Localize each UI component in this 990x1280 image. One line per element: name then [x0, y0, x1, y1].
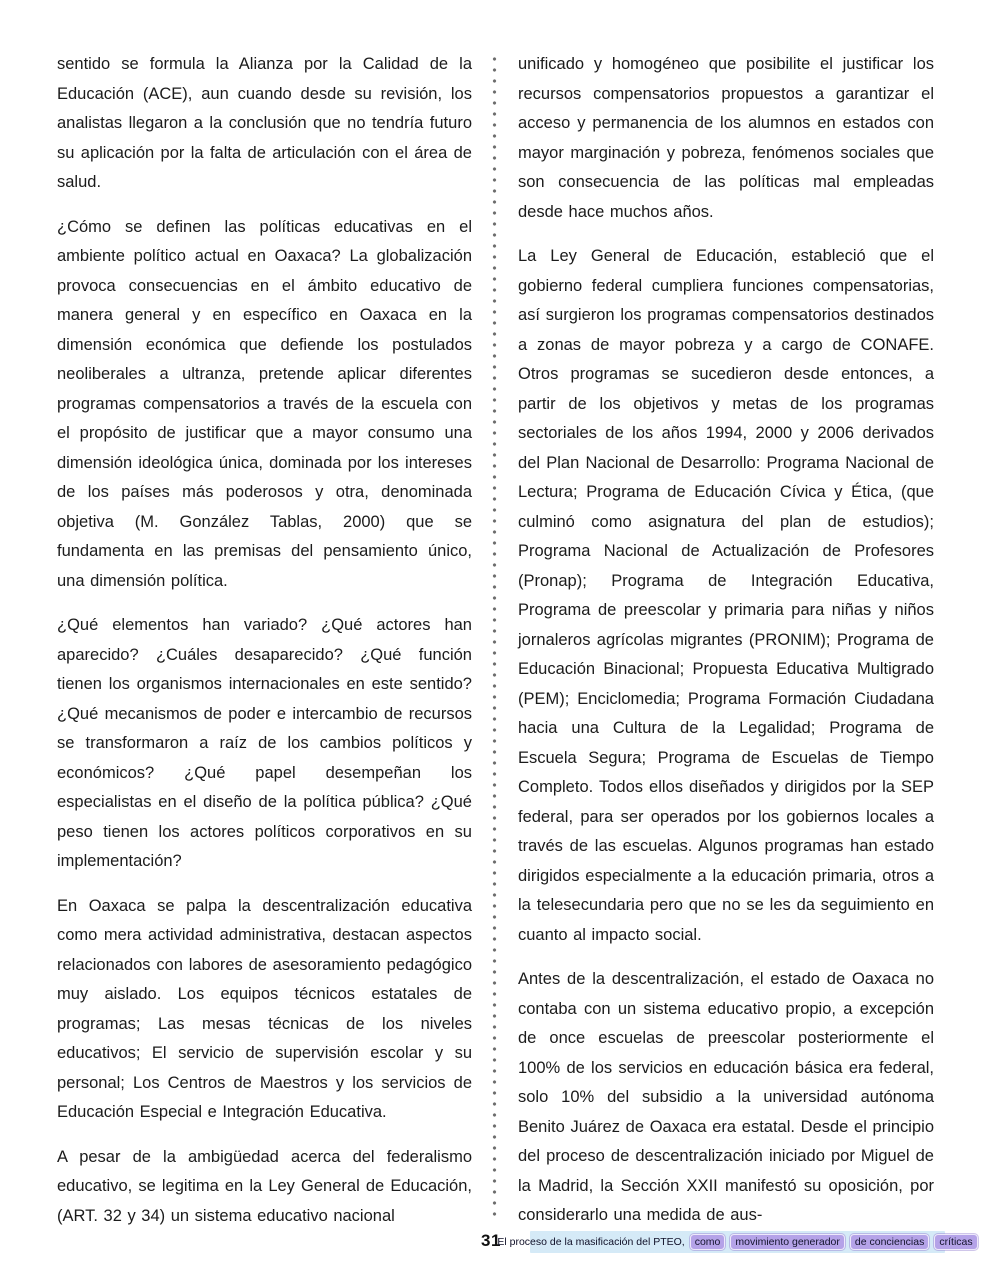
left-column — [57, 50, 472, 1231]
footer-title-text: El proceso de la masificación del PTEO, — [497, 1236, 685, 1248]
paragraph: Antes de la descentralización, el estado de Oaxaca no contaba con un sistema educativo propio, a excepción de once escuelas de preescolar posteriormente el 100% de los servicios en educación básica era federal, solo 10% del subsidio a la universidad autónoma Benito Juárez de Oaxaca era estatal. Desde el principio del proceso de descentralización iniciado por Miguel de la Madrid, la Sección XXII manifestó su oposición, por considerarlo una medida de aus- — [518, 970, 934, 1224]
paragraph: unificado y homogéneo que posibilite el justificar los recursos compensatorios propuestos a garantizar el acceso y permanencia de los alumnos en estados con mayor marginación y pobreza, fenómenos sociales que son consecuencia de las políticas mal empleadas desde hace muchos años. — [518, 55, 934, 221]
paragraph: ¿Qué elementos han variado? ¿Qué actores han aparecido? ¿Cuáles desaparecido? ¿Qué función tienen los organismos internacionales en este sentido? ¿Qué mecanismos de poder e intercambio de recursos se transformaron a raíz de los cambios políticos y económicos? ¿Qué papel desempeñan los especialistas en el diseño de la política pública? ¿Qué peso tienen los actores políticos corporativos en su implementación? — [57, 616, 472, 870]
footer-highlight-segment: críticas — [934, 1234, 977, 1250]
paragraph: ¿Cómo se definen las políticas educativas en el ambiente político actual en Oaxaca? La globalización provoca consecuencias en el ámbito educativo de manera general y en específico en Oaxaca en la dimensión económica que defiende los postulados neoliberales a ultranza, pretende aplicar diferentes programas compensatorios a través de la escuela con el propósito de justificar que a mayor consumo una dimensión ideológica única, dominada por los intereses de los países más poderosos y otra, denominada objetiva (M. González Tablas, 2000) que se fundamenta en las premisas del pensamiento único, una dimensión política. — [57, 217, 472, 590]
footer-highlight-segment: como — [690, 1234, 726, 1250]
paragraph: La Ley General de Educación, estableció que el gobierno federal cumpliera funciones compensatorias, así surgieron los programas compensatorios destinados a zonas de mayor pobreza y a cargo de CONAFE. Otros programas se sucedieron desde entonces, a partir de los objetivos y metas de los programas sectoriales de los años 1994, 2000 y 2006 derivados del Plan Nacional de Desarrollo: Programa Nacional de Lectura; Programa de Educación Cívica y Ética, (que culminó como asignatura del plan de estudios); Programa Nacional de Actualización de Profesores (Pronap); Programa de Integración Educativa, Programa de preescolar y primaria para niñas y niños jornaleros agrícolas migrantes (PRONIM); Programa de Educación Binacional; Propuesta Educativa Multigrado (PEM); Enciclomedia; Programa Formación Ciudadana hacia una Cultura de la Legalidad; Programa de Escuela Segura; Programa de Escuelas de Tiempo Completo. Todos ellos diseñados y dirigidos por la SEP federal, para ser operados por los gobiernos locales a través de las escuelas. Algunos programas han estado dirigidos especialmente a la educación primaria, otros a la telesecundaria pero que no se les da seguimiento en cuanto al impacto social. — [518, 247, 934, 944]
paragraph: sentido se formula la Alianza por la Calidad de la Educación (ACE), aun cuando desde su revisión, los analistas llegaron a la conclusión que no tendría futuro su aplicación por la falta de articulación con el área de salud. — [57, 55, 472, 191]
page-number: 31 — [481, 1231, 501, 1250]
dotted-column-divider — [492, 56, 497, 1216]
footer-title-bar — [497, 1231, 973, 1253]
right-column — [518, 50, 934, 1231]
paragraph: En Oaxaca se palpa la descentralización educativa como mera actividad administrativa, destacan aspectos relacionados con labores de asesoramiento pedagógico muy aislado. Los equipos técnicos estatales de programas; Las mesas técnicas de los niveles educativos; El servicio de supervisión escolar y su personal; Los Centros de Maestros y los servicios de Educación Especial e Integración Educativa. — [57, 896, 472, 1121]
footer-highlight-segment: de conciencias — [850, 1234, 929, 1250]
footer-highlight-segment: movimiento generador — [730, 1234, 844, 1250]
paragraph: A pesar de la ambigüedad acerca del federalismo educativo, se legitima en la Ley General de Educación, (ART. 32 y 34) un sistema educativo nacional — [57, 1147, 472, 1225]
